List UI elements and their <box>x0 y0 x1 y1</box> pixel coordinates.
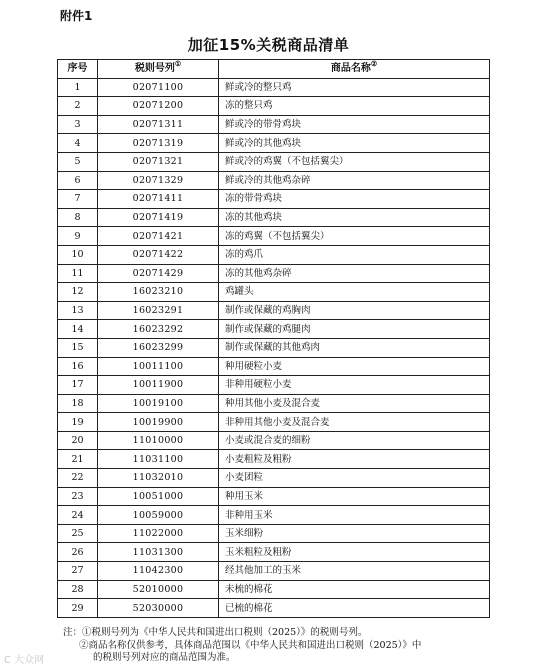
row-number: 22 <box>58 469 98 488</box>
table-body <box>58 78 490 617</box>
tariff-code: 11022000 <box>98 524 219 543</box>
header-no: 序号 <box>58 60 98 79</box>
table-row <box>58 487 490 506</box>
table-row <box>58 227 490 246</box>
tariff-code: 02071200 <box>98 97 219 116</box>
table-row <box>58 190 490 209</box>
product-name: 冻的其他鸡块 <box>219 208 490 227</box>
table-header-row <box>58 60 490 79</box>
tariff-list-table <box>57 59 490 618</box>
row-number: 19 <box>58 413 98 432</box>
table-row <box>58 394 490 413</box>
row-number: 15 <box>58 338 98 357</box>
tariff-code: 02071321 <box>98 152 219 171</box>
tariff-code: 02071100 <box>98 78 219 97</box>
tariff-code: 16023210 <box>98 283 219 302</box>
row-number: 28 <box>58 580 98 599</box>
tariff-code: 16023292 <box>98 320 219 339</box>
header-code: 税则号列① <box>98 60 219 79</box>
product-name: 经其他加工的玉米 <box>219 562 490 581</box>
table-row <box>58 115 490 134</box>
table-row <box>58 97 490 116</box>
product-name: 制作或保藏的其他鸡肉 <box>219 338 490 357</box>
row-number: 5 <box>58 152 98 171</box>
tariff-code: 02071429 <box>98 264 219 283</box>
product-name: 制作或保藏的鸡胸肉 <box>219 301 490 320</box>
row-number: 21 <box>58 450 98 469</box>
tariff-code: 52030000 <box>98 599 219 618</box>
product-name: 种用硬粒小麦 <box>219 357 490 376</box>
tariff-code: 11032010 <box>98 469 219 488</box>
product-name: 冻的整只鸡 <box>219 97 490 116</box>
row-number: 29 <box>58 599 98 618</box>
tariff-code: 02071411 <box>98 190 219 209</box>
tariff-code: 11010000 <box>98 431 219 450</box>
row-number: 9 <box>58 227 98 246</box>
tariff-code: 02071311 <box>98 115 219 134</box>
table-row <box>58 283 490 302</box>
product-name: 非种用硬粒小麦 <box>219 376 490 395</box>
table-row <box>58 320 490 339</box>
table-row <box>58 301 490 320</box>
product-name: 种用其他小麦及混合麦 <box>219 394 490 413</box>
product-name: 鲜或冷的鸡翼（不包括翼尖） <box>219 152 490 171</box>
header-name: 商品名称② <box>219 60 490 79</box>
row-number: 4 <box>58 134 98 153</box>
product-name: 鲜或冷的整只鸡 <box>219 78 490 97</box>
footnotes <box>63 627 493 665</box>
row-number: 13 <box>58 301 98 320</box>
table-row <box>58 245 490 264</box>
note-1: 注：①税则号列为《中华人民共和国进出口税则（2025）》的税则号列。 <box>63 627 368 638</box>
tariff-code: 10051000 <box>98 487 219 506</box>
product-name: 小麦粗粒及粗粉 <box>219 450 490 469</box>
row-number: 3 <box>58 115 98 134</box>
tariff-code: 10019100 <box>98 394 219 413</box>
product-name: 已梳的棉花 <box>219 599 490 618</box>
row-number: 8 <box>58 208 98 227</box>
row-number: 17 <box>58 376 98 395</box>
product-name: 玉米细粉 <box>219 524 490 543</box>
tariff-code: 02071329 <box>98 171 219 190</box>
row-number: 14 <box>58 320 98 339</box>
tariff-code: 02071422 <box>98 245 219 264</box>
row-number: 26 <box>58 543 98 562</box>
tariff-code: 02071419 <box>98 208 219 227</box>
row-number: 20 <box>58 431 98 450</box>
table-row <box>58 431 490 450</box>
table-row <box>58 134 490 153</box>
tariff-code: 11042300 <box>98 562 219 581</box>
table-row <box>58 580 490 599</box>
note-2: ②商品名称仅供参考，具体商品范围以《中华人民共和国进出口税则（2025）》中 <box>79 639 422 651</box>
watermark-logo: C 大众网 <box>4 655 45 666</box>
row-number: 11 <box>58 264 98 283</box>
tariff-code: 16023291 <box>98 301 219 320</box>
row-number: 27 <box>58 562 98 581</box>
row-number: 7 <box>58 190 98 209</box>
row-number: 25 <box>58 524 98 543</box>
table-row <box>58 338 490 357</box>
tariff-code: 10059000 <box>98 506 219 525</box>
table-row <box>58 543 490 562</box>
product-name: 鲜或冷的其他鸡杂碎 <box>219 171 490 190</box>
document-title: 加征15%关税商品清单 <box>187 36 350 54</box>
row-number: 6 <box>58 171 98 190</box>
tariff-code: 02071319 <box>98 134 219 153</box>
table-row <box>58 506 490 525</box>
product-name: 玉米粗粒及粗粉 <box>219 543 490 562</box>
product-name: 冻的其他鸡杂碎 <box>219 264 490 283</box>
row-number: 2 <box>58 97 98 116</box>
row-number: 24 <box>58 506 98 525</box>
product-name: 小麦或混合麦的细粉 <box>219 431 490 450</box>
attachment-label: 附件1 <box>60 9 93 23</box>
tariff-code: 02071421 <box>98 227 219 246</box>
table-row <box>58 357 490 376</box>
product-name: 种用玉米 <box>219 487 490 506</box>
table-row <box>58 376 490 395</box>
footnote-marker-2: ② <box>370 59 378 69</box>
note-2-continued: 的税则号列对应的商品范围为准。 <box>93 652 236 663</box>
table-row <box>58 450 490 469</box>
tariff-code: 11031300 <box>98 543 219 562</box>
product-name: 鲜或冷的带骨鸡块 <box>219 115 490 134</box>
product-name: 未梳的棉花 <box>219 580 490 599</box>
row-number: 16 <box>58 357 98 376</box>
table-row <box>58 469 490 488</box>
row-number: 23 <box>58 487 98 506</box>
footnote-marker-1: ① <box>174 59 182 69</box>
product-name: 冻的带骨鸡块 <box>219 190 490 209</box>
tariff-code: 10011100 <box>98 357 219 376</box>
product-name: 鸡罐头 <box>219 283 490 302</box>
table-row <box>58 152 490 171</box>
tariff-code: 10019900 <box>98 413 219 432</box>
tariff-code: 11031100 <box>98 450 219 469</box>
table-row <box>58 413 490 432</box>
product-name: 制作或保藏的鸡腿肉 <box>219 320 490 339</box>
tariff-code: 10011900 <box>98 376 219 395</box>
table-row <box>58 264 490 283</box>
tariff-code: 52010000 <box>98 580 219 599</box>
row-number: 1 <box>58 78 98 97</box>
table-row <box>58 78 490 97</box>
table-row <box>58 208 490 227</box>
table-row <box>58 171 490 190</box>
product-name: 小麦团粒 <box>219 469 490 488</box>
product-name: 冻的鸡爪 <box>219 245 490 264</box>
product-name: 鲜或冷的其他鸡块 <box>219 134 490 153</box>
table-row <box>58 562 490 581</box>
row-number: 10 <box>58 245 98 264</box>
table-row <box>58 524 490 543</box>
product-name: 非种用玉米 <box>219 506 490 525</box>
product-name: 冻的鸡翼（不包括翼尖） <box>219 227 490 246</box>
row-number: 18 <box>58 394 98 413</box>
tariff-code: 16023299 <box>98 338 219 357</box>
row-number: 12 <box>58 283 98 302</box>
table-row <box>58 599 490 618</box>
product-name: 非种用其他小麦及混合麦 <box>219 413 490 432</box>
